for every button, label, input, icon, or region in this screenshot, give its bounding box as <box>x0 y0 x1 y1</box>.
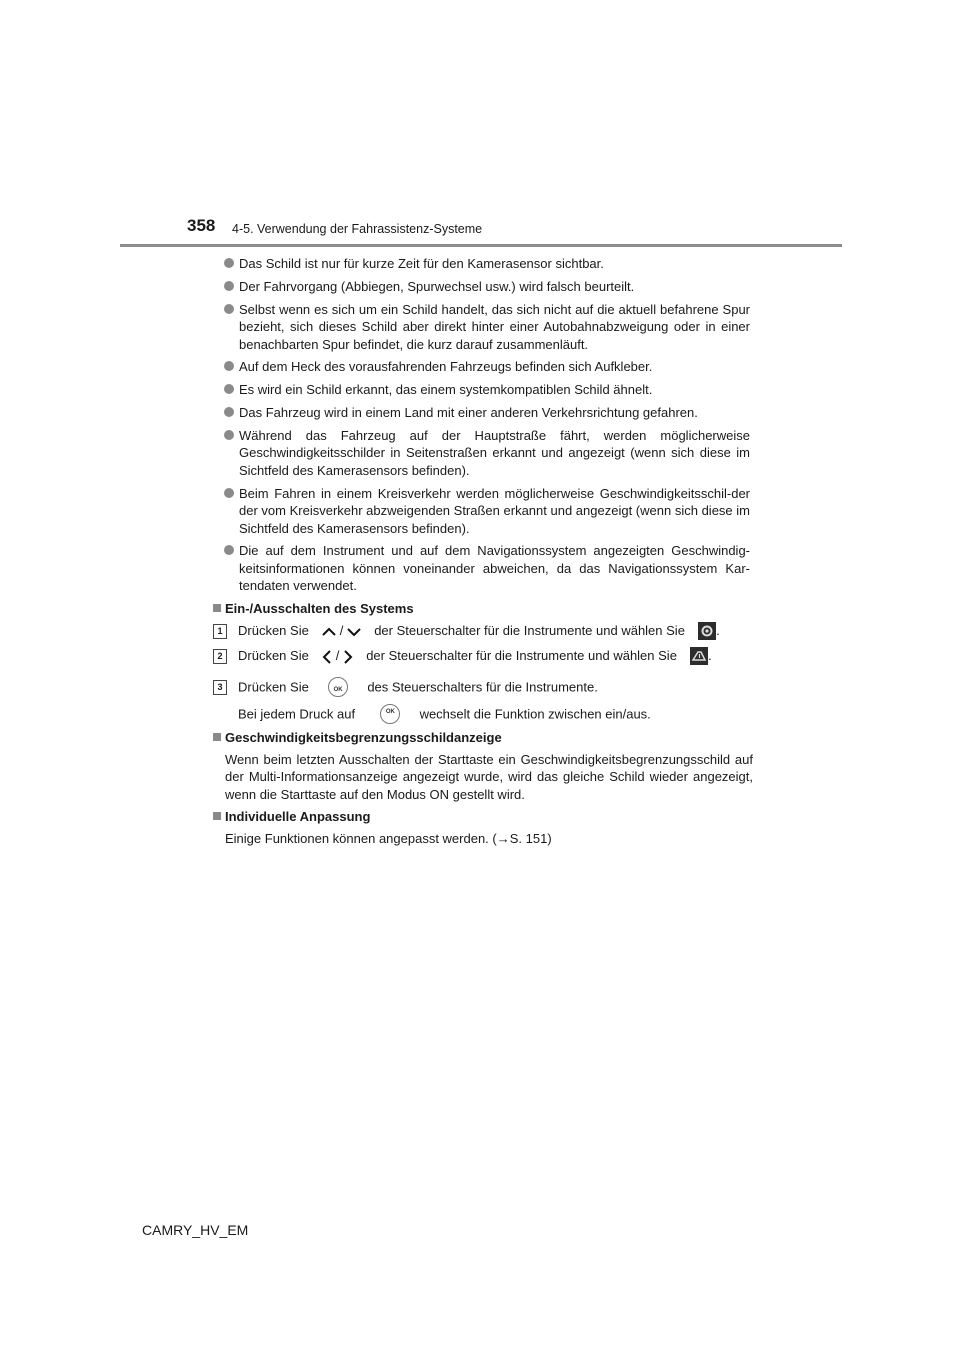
note-post-text: wechselt die Funktion zwischen ein/aus. <box>419 706 651 722</box>
section-body: Wenn beim letzten Ausschalten der Starttaste ein Geschwindigkeitsbegrenzungsschild auf der Multi-Informationsanzeige angezeigt wurde, wird das gleiche Schild wieder angezeigt, wenn die Starttaste auf den Modus ON gestellt wird. <box>225 751 753 802</box>
chevron-up-icon <box>322 627 336 637</box>
section-heading <box>213 600 753 618</box>
road-sign-assist-icon <box>690 647 708 665</box>
list-item <box>223 278 750 296</box>
heading-text: Ein-/Ausschalten des Systems <box>225 601 414 616</box>
bullet-list <box>223 255 750 600</box>
step-note <box>238 705 651 725</box>
step-number-badge: 2 <box>213 649 227 664</box>
section-heading <box>213 808 753 826</box>
bullet-dot-icon <box>224 384 234 394</box>
bullet-dot-icon <box>224 407 234 417</box>
page-number: 358 <box>187 216 216 235</box>
heading-text: Individuelle Anpassung <box>225 809 371 824</box>
bullet-dot-icon <box>224 281 234 291</box>
step-post-text: der Steuerschalter für die Instrumente und wählen Sie <box>366 648 677 663</box>
step-pre-text: Drücken Sie <box>238 623 309 638</box>
bullet-dot-icon <box>224 258 234 268</box>
header-rule <box>120 244 842 247</box>
chevron-left-icon <box>322 650 332 664</box>
list-item <box>223 404 750 422</box>
step-text <box>238 622 720 641</box>
step-pre-text: Drücken Sie <box>238 679 309 695</box>
step-slash: / <box>339 623 344 638</box>
step-end-period: . <box>708 648 712 663</box>
heading-text: Geschwindigkeitsbegrenzungsschildanzeige <box>225 730 502 745</box>
step-number-badge: 3 <box>213 680 227 695</box>
list-item-text: Das Schild ist nur für kurze Zeit für den Kamerasensor sichtbar. <box>239 256 604 271</box>
step-pre-text: Drücken Sie <box>238 648 309 663</box>
bullet-dot-icon <box>224 430 234 440</box>
square-bullet-icon <box>213 812 221 820</box>
ok-button-icon <box>328 677 348 697</box>
list-item-text: Selbst wenn es sich um ein Schild handelt, das sich nicht auf die aktuell befahrene Spur bezieht, sich dieses Schild aber direkt hinter einer Autobahnabzweigung oder in einer benachbarten Spur befindet, die kurz darauf zusammenläuft. <box>239 301 750 352</box>
list-item <box>223 358 750 376</box>
chevron-down-icon <box>347 627 361 637</box>
section-customization <box>213 808 753 847</box>
bullet-dot-icon <box>224 488 234 498</box>
list-item <box>223 542 750 595</box>
step-text <box>238 678 598 698</box>
step-post-text: des Steuerschalters für die Instrumente. <box>367 679 598 695</box>
list-item <box>223 255 750 273</box>
list-item-text: Während das Fahrzeug auf der Hauptstraße fährt, werden möglicherweise Geschwindigkeitsschilder in Seitenstraßen erkannt und angezeigt (wenn sich diese im Sichtfeld des Kamerasensors befinden). <box>239 427 750 478</box>
step-number-badge: 1 <box>213 624 227 639</box>
step-post-text: der Steuerschalter für die Instrumente und wählen Sie <box>374 623 685 638</box>
list-item-text: Das Fahrzeug wird in einem Land mit einer anderen Verkehrsrichtung gefahren. <box>239 404 698 420</box>
list-item <box>223 301 750 354</box>
list-item-text: Auf dem Heck des vorausfahrenden Fahrzeugs befinden sich Aufkleber. <box>239 359 653 375</box>
chevron-right-icon <box>343 650 353 664</box>
ok-button-icon <box>380 704 400 724</box>
note-pre-text: Bei jedem Druck auf <box>238 706 356 722</box>
bullet-dot-icon <box>224 304 234 314</box>
settings-gear-icon <box>698 622 716 640</box>
footer-model-code: CAMRY_HV_EM <box>142 1222 249 1238</box>
chapter-title: 4-5. Verwendung der Fahrassistenz-Systeme <box>232 222 483 236</box>
step-text <box>238 647 712 666</box>
list-item <box>223 381 750 399</box>
section-speed-sign-display <box>213 729 753 803</box>
list-item <box>223 427 750 480</box>
bullet-dot-icon <box>224 361 234 371</box>
step-end-period: . <box>716 623 720 638</box>
square-bullet-icon <box>213 604 221 612</box>
list-item <box>223 485 750 538</box>
section-body-link[interactable]: Einige Funktionen können angepasst werden. (→S. 151) <box>225 830 552 846</box>
square-bullet-icon <box>213 733 221 741</box>
list-item-text: Der Fahrvorgang (Abbiegen, Spurwechsel usw.) wird falsch beurteilt. <box>239 278 635 294</box>
list-item-text: Es wird ein Schild erkannt, das einem systemkompatiblen Schild ähnelt. <box>239 382 653 398</box>
list-item-text: Die auf dem Instrument und auf dem Navigationssystem angezeigten Geschwindig-keitsinformationen können voneinander abweichen, da das Navigationssystem Kar-tendaten verwendet. <box>239 543 750 594</box>
section-system-toggle <box>213 600 753 618</box>
section-heading <box>213 729 753 747</box>
bullet-dot-icon <box>224 545 234 555</box>
list-item-text: Beim Fahren in einem Kreisverkehr werden möglicherweise Geschwindigkeitsschil-der der vom Kreisverkehr abzweigenden Straßen erkannt und angezeigt (wenn sich diese im Sichtfeld des Kamerasensors befinden). <box>239 485 750 536</box>
step-slash: / <box>335 648 340 663</box>
